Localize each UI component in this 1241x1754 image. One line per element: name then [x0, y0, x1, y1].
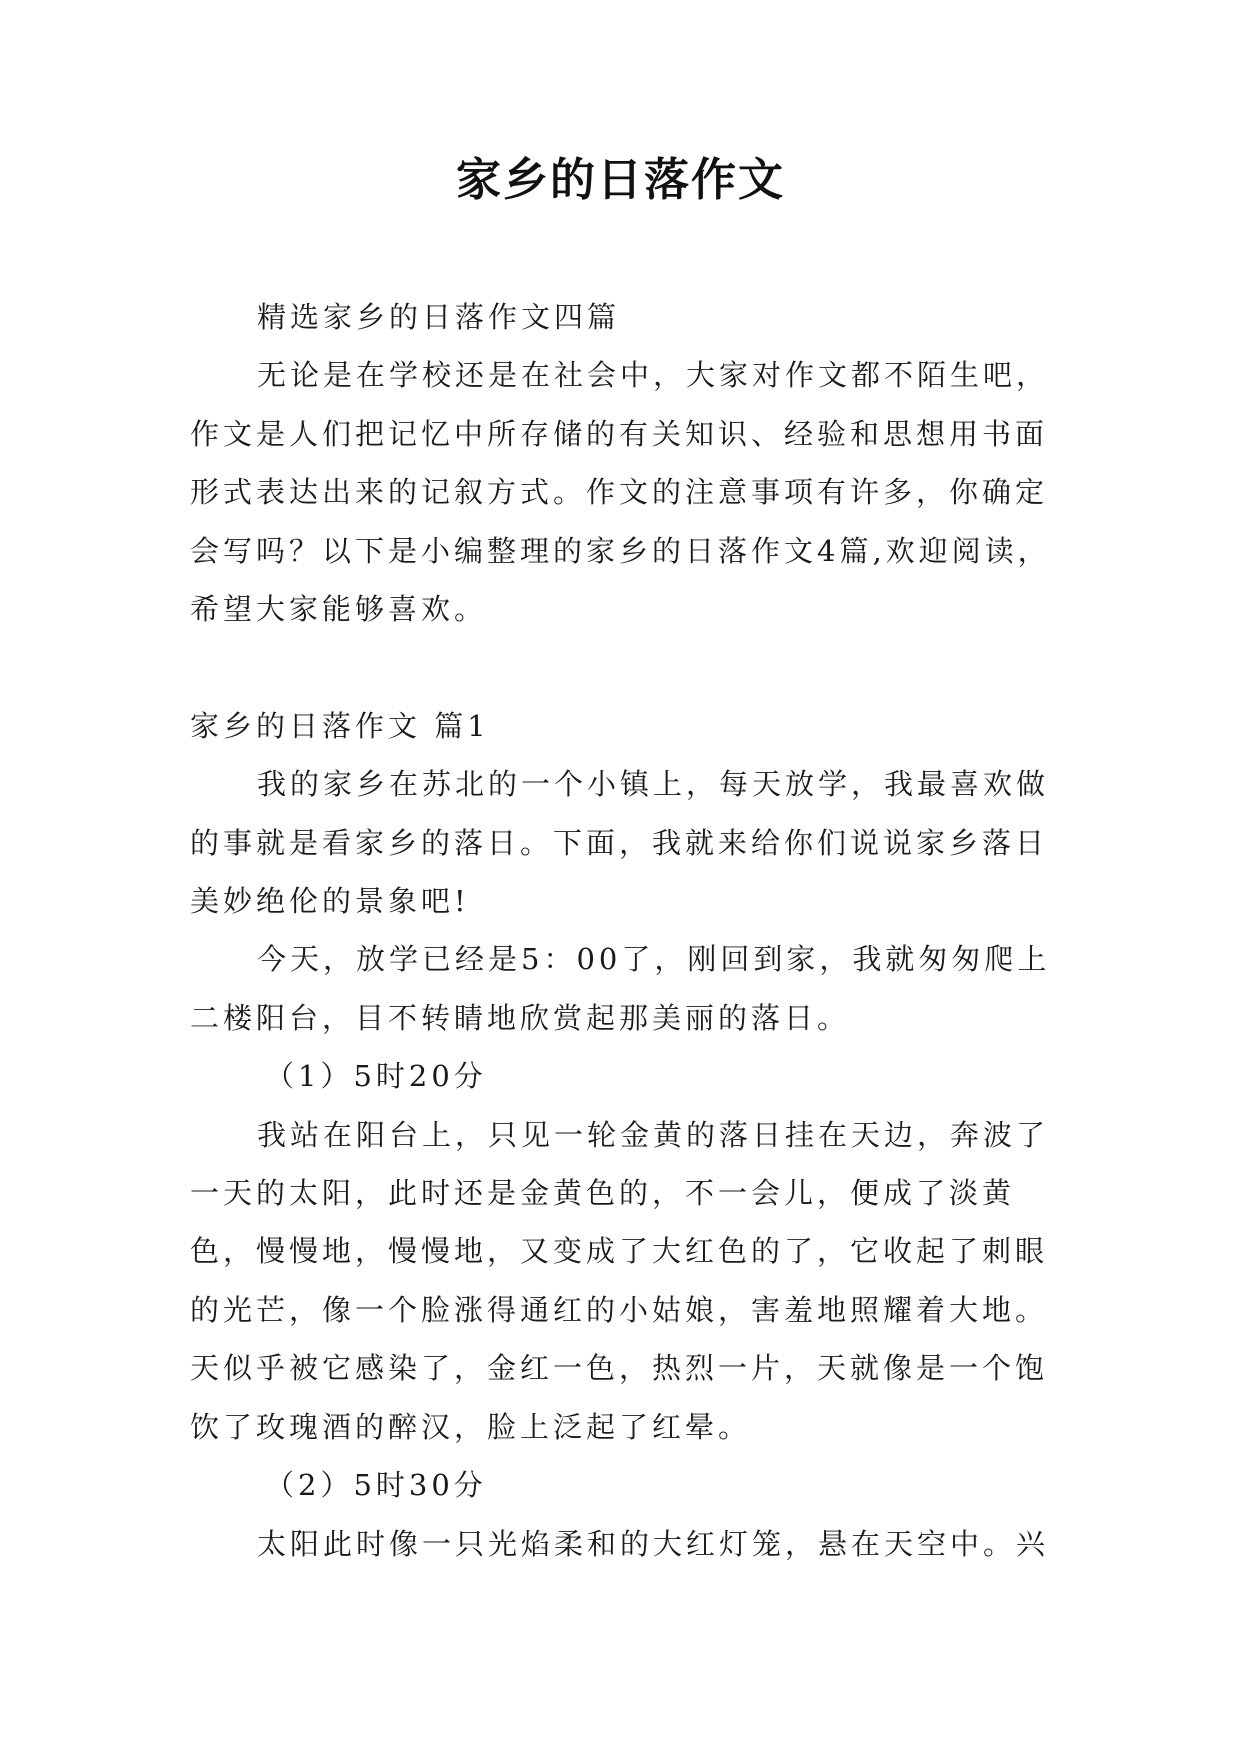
section-heading: 家乡的日落作文 篇1 — [190, 708, 490, 743]
paragraph-body: 太阳此时像一只光焰柔和的大红灯笼，悬在天空中。兴 — [257, 1526, 1050, 1561]
time-subheading: （1）5时20分 — [265, 1059, 487, 1094]
paragraph-body: 我站在阳台上，只见一轮金黄的落日挂在天边，奔波了一天的太阳，此时还是金黄色的，不一会儿，便成了淡黄色，慢慢地，慢慢地，又变成了大红色的了，它收起了刺眼的光芒，像一个脸涨得通红的小姑娘，害羞地照耀着大地。天似乎被它感染了，金红一色，热烈一片，天就像是一个饱饮了玫瑰酒的醉汉，脸上泛起了红晕。 — [190, 1117, 1050, 1444]
paragraph-intro: 无论是在学校还是在社会中，大家对作文都不陌生吧，作文是人们把记忆中所存储的有关知识、经验和思想用书面形式表达出来的记叙方式。作文的注意事项有许多，你确定会写吗？以下是小编整理的家乡的日落作文4篇,欢迎阅读，希望大家能够喜欢。 — [190, 358, 1051, 627]
paragraph-gap — [190, 638, 1070, 696]
paragraph-body: 我的家乡在苏北的一个小镇上，每天放学，我最喜欢做的事就是看家乡的落日。下面，我就来给你们说说家乡落日美妙绝伦的景象吧! — [190, 767, 1050, 919]
paragraph-body: 今天，放学已经是5：00了，刚回到家，我就匆匆爬上二楼阳台，目不转睛地欣赏起那美丽的落日。 — [190, 942, 1051, 1035]
document-body — [190, 288, 1070, 1573]
time-subheading: （2）5时30分 — [265, 1468, 487, 1503]
paragraph-subtitle: 精选家乡的日落作文四篇 — [257, 300, 621, 334]
document-title: 家乡的日落作文 — [455, 153, 785, 206]
